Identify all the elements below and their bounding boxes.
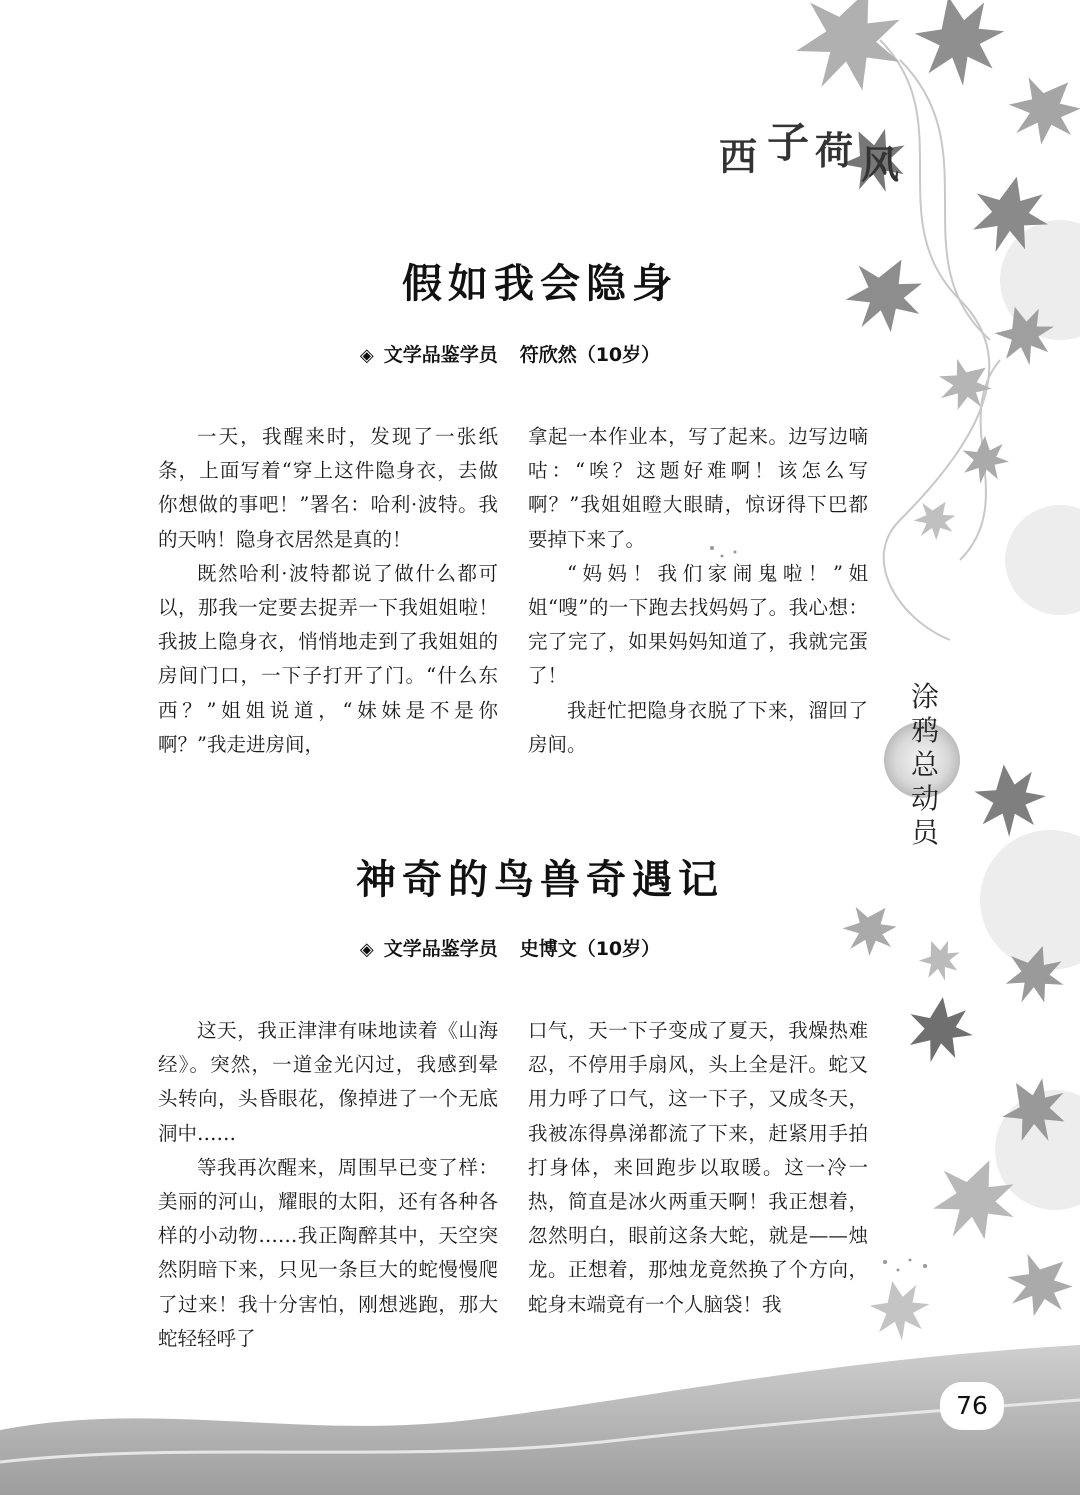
byline-bullet-icon: ◈ bbox=[359, 939, 374, 960]
article2-author-role: 文学品鉴学员 bbox=[383, 938, 498, 960]
paragraph: 等我再次醒来，周围早已变了样：美丽的河山，耀眼的太阳，还有各种各样的小动物……我正陶醉其中，天空突然阴暗下来，只见一条巨大的蛇慢慢爬了过来！我十分害怕，刚想逃跑，那大蛇轻轻呼了 bbox=[158, 1155, 498, 1350]
article2-right-column bbox=[528, 1014, 868, 1322]
article1-author-role: 文学品鉴学员 bbox=[383, 344, 498, 366]
article2-left-column bbox=[158, 1014, 498, 1356]
paragraph: “妈妈！我们家闹鬼啦！”姐姐“嗖”的一下跑去找妈妈了。我心想：完了完了，如果妈妈知道了，我就完蛋了！ bbox=[528, 561, 868, 688]
article1-left-column bbox=[158, 420, 498, 762]
article2-author: 史博文（10岁） bbox=[519, 938, 661, 960]
side-tag-char-3: 总 bbox=[910, 748, 939, 781]
column-tag-char-4: 风 bbox=[861, 143, 900, 187]
article1-author: 符欣然（10岁） bbox=[519, 344, 661, 366]
paragraph: 口气，天一下子变成了夏天，我燥热难忍，不停用手扇风，头上全是汗。蛇又用力呼了口气，这一下子，又成冬天，我被冻得鼻涕都流了下来，赶紧用手拍打身体，来回跑步以取暖。这一冷一热，简直是冰火两重天啊！我正想着，忽然明白，眼前这条大蛇，就是——烛龙。正想着，那烛龙竟然换了个方向，蛇身末端竟有一个人脑袋！我 bbox=[528, 1019, 868, 1316]
side-section-tag bbox=[905, 680, 945, 850]
article1-byline bbox=[0, 340, 1020, 367]
side-tag-char-2: 鸦 bbox=[910, 714, 939, 747]
article1-title: 假如我会隐身 bbox=[402, 261, 678, 307]
column-header-tag bbox=[715, 112, 915, 187]
side-tag-char-4: 动 bbox=[910, 782, 939, 815]
paragraph: 既然哈利·波特都说了做什么都可以，那我一定要去捉弄一下我姐姐啦！我披上隐身衣，悄悄地走到了我姐姐的房间门口，一下子打开了门。“什么东西？”姐姐说道，“妹妹是不是你啊？”我走进房间， bbox=[158, 561, 498, 756]
paragraph: 这天，我正津津有味地读着《山海经》。突然，一道金光闪过，我感到晕头转向，头昏眼花，像掉进了一个无底洞中…… bbox=[158, 1019, 498, 1145]
byline-bullet-icon: ◈ bbox=[359, 345, 374, 366]
article2-byline bbox=[0, 934, 1020, 961]
article1-right-column bbox=[528, 420, 868, 762]
paragraph: 一天，我醒来时，发现了一张纸条，上面写着“穿上这件隐身衣，去做你想做的事吧！”署名：哈利·波特。我的天呐！隐身衣居然是真的！ bbox=[158, 425, 498, 551]
column-tag-char-3: 荷 bbox=[815, 129, 854, 173]
column-tag-char-1: 西 bbox=[719, 135, 758, 179]
page-number: 76 bbox=[940, 1382, 1004, 1430]
bottom-wave bbox=[0, 1345, 1080, 1495]
article2-title: 神奇的鸟兽奇遇记 bbox=[356, 857, 724, 903]
side-tag-char-1: 涂 bbox=[910, 680, 939, 713]
bokeh-circles bbox=[980, 220, 1080, 1210]
column-tag-char-2: 子 bbox=[767, 118, 810, 167]
paragraph: 我赶忙把隐身衣脱了下来，溜回了房间。 bbox=[528, 698, 868, 756]
side-tag-char-5: 员 bbox=[910, 816, 939, 849]
paragraph: 拿起一本作业本，写了起来。边写边嘀咕：“唉？这题好难啊！该怎么写啊？”我姐姐瞪大眼睛，惊讶得下巴都要掉下来了。 bbox=[528, 425, 868, 551]
